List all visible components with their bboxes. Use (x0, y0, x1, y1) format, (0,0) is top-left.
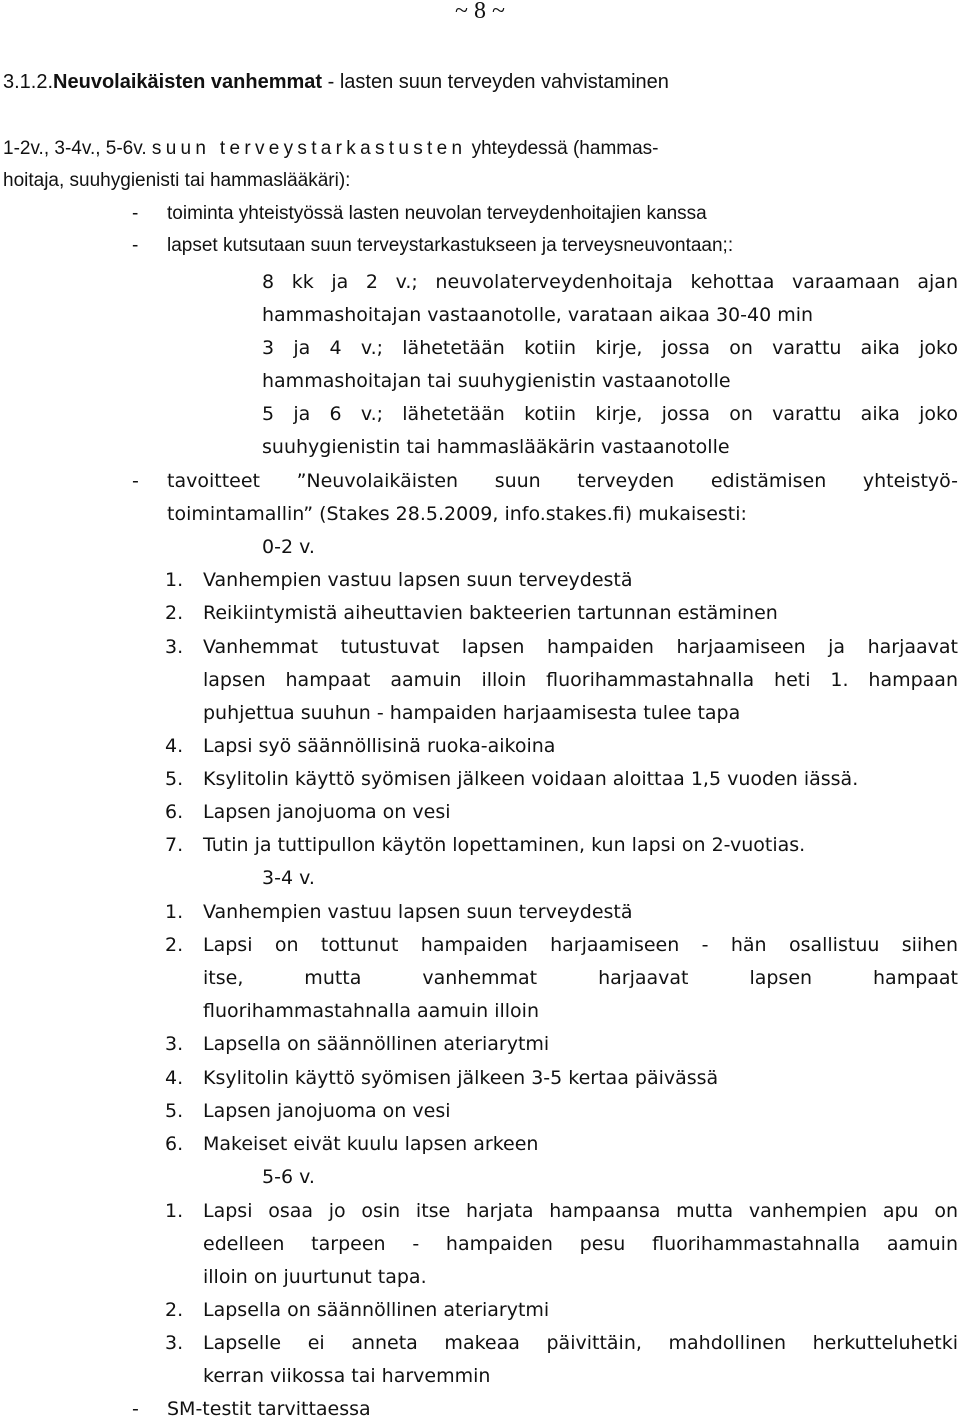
section-heading (3, 68, 943, 96)
intro-ages: 1-2v., 3-4v., 5-6v. (3, 138, 152, 159)
sub-item-line: 5 ja 6 v.; lähetetään kotiin kirje, jossa on varattu aika joko (262, 403, 958, 425)
goals-line-2: toimintamallin” (Stakes 28.5.2009, info.stakes.fi) mukaisesti: (167, 503, 747, 525)
age-group-label: 3-4 v. (262, 867, 315, 889)
section-title-bold: Neuvolaikäisten vanhemmat (53, 71, 323, 93)
final-bullet-text: SM-testit tarvittaessa (167, 1398, 371, 1420)
sub-item-line: 8 kk ja 2 v.; neuvolaterveydenhoitaja kehottaa varaamaan ajan (262, 271, 958, 293)
age-group-label: 0-2 v. (262, 536, 315, 558)
intro-paragraph (3, 133, 958, 197)
intro-spaced-text: suun terveystarkastusten (151, 138, 467, 159)
goals-line-1: tavoitteet ”Neuvolaikäisten suun terveyden edistämisen yhteistyö- (167, 470, 958, 492)
document-page: ~ 8 ~ 3.1.2.Neuvolaikäisten vanhemmat - lasten suun terveyden vahvistaminen 1-2v., 3-4v., 5-6v. suun terveystarkastusten yhteydessä (hammas- hoitaja, suuhygienisti tai hammaslääkäri): - toiminta yhteistyössä lasten neuvolan terveydenhoitajien kanssa - lapset kutsutaan suun terveystarkastukseen ja terveysneuvontaan;: 8 kk ja 2 v.; neuvolaterveydenhoitaja kehottaa varaamaan ajan hammashoitajan vastaanotolle, varataan aikaa 30-40 min 3 ja 4 v.; lähetetään kotiin kirje, jossa on varattu aika joko hammashoitajan tai suuhygienistin vastaanotolle 5 ja 6 v.; lähetetään kotiin kirje, jossa on varattu aika joko suuhygienistin tai hammaslääkärin vastaanotolle - tavoitteet ”Neuvolaikäisten suun terveyden edistämisen yhteistyö- toimintamallin” (Stakes 28.5.2009, info.stakes.fi) mukaisesti: 0-2 v. 1. Vanhempien vastuu lapsen suun terveydestä 2. Reikiintymistä aiheuttavien bakteerien tartunnan estäminen 3. Vanhemmat tutustuvat lapsen hampaiden harjaamiseen ja harjaavat lapsen hampaat aamuin illoin fluorihammastahnalla heti 1. hampaan puhjettua suuhun - hampaiden harjaamisesta tulee tapa 4. Lapsi syö säännöllisinä ruoka-aikoina 5. Ksylitolin käyttö syömisen jälkeen voidaan aloittaa 1,5 vuoden iässä. 6. Lapsen janojuoma on vesi 7. Tutin ja tuttipullon käytön lopettaminen, kun lapsi on 2-vuotias. 3-4 v. 1. Vanhempien vastuu lapsen suun terveydestä 2. Lapsi on tottunut hampaiden harjaamiseen - hän osallistuu siihen itse, mutta vanhemmat harjaavat lapsen hampaat fluorihammastahnalla aamuin illoin 3. Lapsella on säännöllinen ateriarytmi 4. Ksylitolin käyttö syömisen jälkeen 3-5 kertaa päivässä 5. Lapsen janojuoma on vesi 6. Makeiset eivät kuulu lapsen arkeen 5-6 v. 1. Lapsi osaa jo osin itse harjata hampaansa mutta vanhempien apu on edelleen tarpeen - hampaiden pesu fluorihammastahnalla aamuin illoin on juurtunut tapa. 2. Lapsella on säännöllinen ateriarytmi 3. Lapselle ei anneta makeaa päivittäin, mahdollinen herkutteluhetki kerran viikossa tai harvemmin - SM-testit tarvittaessa (0, 0, 960, 1421)
section-number: 3.1.2. (3, 71, 54, 93)
age-group-label: 5-6 v. (262, 1166, 315, 1188)
sub-item-line: hammashoitajan vastaanotolle, varataan aikaa 30-40 min (262, 304, 814, 326)
section-title-rest: - lasten suun terveyden vahvistaminen (322, 71, 669, 93)
sub-item-line: hammashoitajan tai suuhygienistin vastaanotolle (262, 370, 731, 392)
bullet-text: lapset kutsutaan suun terveystarkastukseen ja terveysneuvontaan;: (167, 235, 734, 256)
intro-rest: yhteydessä (hammas- (466, 138, 659, 159)
page-number: ~ 8 ~ (455, 0, 505, 24)
bullet-text: toiminta yhteistyössä lasten neuvolan terveydenhoitajien kanssa (167, 203, 707, 224)
sub-item-line: suuhygienistin tai hammaslääkärin vastaanotolle (262, 436, 730, 458)
sub-item-line: 3 ja 4 v.; lähetetään kotiin kirje, jossa on varattu aika joko (262, 337, 958, 359)
intro-line-2: hoitaja, suuhygienisti tai hammaslääkäri): (3, 170, 351, 191)
